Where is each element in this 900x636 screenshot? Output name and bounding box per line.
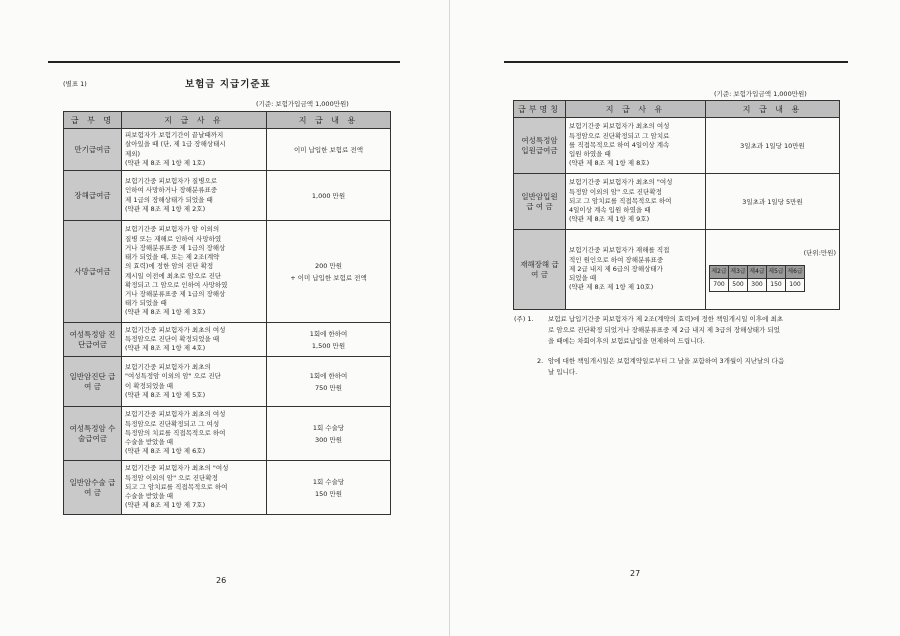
grade-cell: 제4급 [748,266,767,279]
reason-line: 되고 그 암치료를 직접목적으로 하여 [569,196,672,205]
benefit-name: 여성특정암 입원급여금 [514,118,566,174]
table-row [64,357,391,407]
reason-line: 4일이상 계속 입원 하였을 때 [569,206,651,215]
reason-line: 피보험자가 보험기간이 끝날때까지 [125,131,224,140]
table-row [64,461,391,515]
benefit-table [513,100,840,310]
payment-reason [122,461,267,515]
reason-line: (약관 제 8조 제 1항 제 3호) [125,308,206,317]
header-payment: 지 급 내 용 [267,112,391,129]
payment-reason [566,174,706,230]
reason-line: 질병 또는 재해로 인하여 사망하였 [125,234,222,243]
payment-reason [566,118,706,174]
note-line: 암에 대한 책임개시일은 보험계약일로부터 그 날을 포함하여 3개월이 지난날의 다음 [548,357,785,365]
amount-line: 이미 납입한 보험료 전액 [294,145,363,154]
payment-reason [122,357,267,407]
benefit-name: 사망급여금 [64,221,122,323]
benefit-name: 여성특정암 수술급여금 [64,407,122,461]
grade-cell: 제2급 [710,266,729,279]
note-line: 을 때에는 차회이후의 보험료납입을 면제하여 드립니다. [548,337,705,345]
table-row [64,171,391,221]
grade-amount-cell: 100 [786,279,805,292]
unit-label: (단위:만원) [803,249,836,257]
reason-line: 보험기간중 피보험자가 최초의 여성 [569,122,670,131]
right-page [450,0,900,636]
payment-amount [267,357,391,407]
reason-line: 계시일 이전에 최초로 암으로 진단 [125,271,222,280]
payment-amount [267,323,391,357]
reason-line: 수술을 받았을 때 [125,438,174,447]
payment-amount [706,118,840,174]
benefit-name: 여성특정암 진단급여금 [64,323,122,357]
reason-line: 제 1급의 장해상태가 되었을 때 [125,195,213,204]
basis-note: (기준: 보험가입금액 1,000만원) [256,100,349,108]
payment-reason [122,407,267,461]
reason-line: (약관 제 8조 제 1항 제 4호) [125,344,206,353]
payment-amount [706,174,840,230]
reason-line: 를 직접목적으로 하여 4일이상 계속 [569,140,670,149]
amount-line: 1회 수술당 [312,477,345,486]
reason-line: 특정암으로 진단확정되고 그 여성 [125,419,220,428]
page-number: 27 [630,569,641,578]
grade-table [709,265,805,292]
reason-line: 특정암으로 진단이 확정되었을 때 [125,334,220,343]
reason-line: 거나 장해분류표중 제 1급의 장해상 [125,243,226,252]
reason-line: 의 효력)에 정한 암의 진단 확정 [125,262,214,271]
amount-line: 750 만원 [314,383,343,392]
reason-line: 되고 그 암치료를 직접목적으로 하여 [125,482,228,491]
amount-line: 150 만원 [314,489,343,498]
reason-line: 확정되고 그 암으로 인하여 사망하였 [125,280,228,289]
reason-line: 보험기간중 피보험자가 최초의 "여성 [125,464,229,473]
reason-line: (약관 제 8조 제 1항 제 5호) [125,390,206,399]
grade-amount-cell: 700 [710,279,729,292]
benefit-name: 일반암진단 급 여 금 [64,357,122,407]
reason-line: (약관 제 8조 제 1항 제 7호) [125,501,206,510]
reason-line: 보험기간중 피보험자가 최초의 [125,363,211,372]
reason-line: 보험기간중 피보험자가 최초의 여성 [125,325,226,334]
payment-reason [122,129,267,171]
amount-line: 300 만원 [314,435,343,444]
grade-amount-row [710,279,805,292]
header-benefit-name: 급부명칭 [514,101,566,118]
amount-line: 1회에 한하여 [309,371,348,380]
table-header-row [64,112,391,129]
payment-amount [267,407,391,461]
payment-amount [267,129,391,171]
amount-line: + 이미 납입한 보험료 전액 [290,273,367,282]
amount-line: 200 만원 [314,261,343,270]
benefit-name: 장해급여금 [64,171,122,221]
table-row [64,221,391,323]
reason-line: 입원 하였을 때 [569,150,611,159]
reason-line: 보험기간중 피보험자가 암 이외의 [125,225,220,234]
payment-amount [267,171,391,221]
payment-amount [706,230,840,310]
note-body [548,314,783,347]
top-rule [48,61,400,63]
table-row [64,129,391,171]
note-body [548,356,784,378]
page-title: 보험금 지급기준표 [185,79,271,90]
note-label: (주) 1. [514,315,534,323]
benefit-name: 만기급여금 [64,129,122,171]
payment-amount [267,221,391,323]
reason-line: 인하여 사망하거나 장해분류표중 [125,186,218,195]
header-reason: 지 급 사 유 [122,112,267,129]
benefit-name: 재해장해 급 여 금 [514,230,566,310]
reason-line: "여성특정암 이외의 암" 으로 진단 [125,372,221,381]
benefit-name: 일반암수술 급 여 금 [64,461,122,515]
top-rule [504,61,848,63]
grade-amount-cell: 150 [767,279,786,292]
reason-line: (약관 제 8조 제 1항 제 8호) [569,159,650,168]
payment-reason [566,230,706,310]
header-payment: 지 급 내 용 [706,101,840,118]
amount-line: 1,500 만원 [311,341,346,350]
table-label: (별표 1) [63,80,87,88]
header-benefit-name: 급 부 명 [64,112,122,129]
reason-line: 보험기간중 피보험자가 최초의 "여성 [569,178,673,187]
reason-line: 보험기간중 피보험자가 재해를 직접 [569,246,670,255]
page-number: 26 [216,576,227,585]
reason-line: (약관 제 8조 제 1항 제 2호) [125,204,206,213]
note-label: 2. [537,357,544,365]
reason-line: 태가 되었을 때, 또는 제 2조(계약 [125,253,220,262]
reason-line: 거나 장해분류표중 제 1급의 장해상 [125,289,226,298]
reason-line: 보험기간중 피보험자가 질병으로 [125,177,218,186]
payment-reason [122,323,267,357]
benefit-table [63,111,391,515]
table-row [514,174,840,230]
reason-line: 특정암 이외의 암" 으로 진단확정 [125,473,218,482]
grade-row [710,266,805,279]
amount-line: 3일초과 1일당 10만원 [740,141,805,150]
note-line: 날 입니다. [548,368,578,376]
amount-line: 1회 수술당 [312,423,345,432]
reason-line: 특정암의 치료를 직접목적으로 하여 [125,428,226,437]
reason-line: 살아있을 때 (단, 제 1급 장해상태시 [125,140,226,149]
basis-note: (기준: 보험가입금액 1,000만원) [714,90,807,98]
reason-line: (약관 제 8조 제 1항 제 1호) [125,158,206,167]
grade-amount-cell: 500 [729,279,748,292]
table-row [514,230,840,310]
reason-line: 특정암으로 진단확정되고 그 암치료 [569,131,670,140]
payment-amount [267,461,391,515]
grade-cell: 제5급 [767,266,786,279]
amount-line: 3일초과 1일당 5만원 [742,197,803,206]
reason-line: 이 확정되었을 때 [125,381,174,390]
table-row [514,118,840,174]
table-header-row [514,101,840,118]
benefit-name: 일반암입원 급 여 금 [514,174,566,230]
reason-line: 적인 원인으로 하여 장해분류표중 [569,255,664,264]
reason-line: 되었을 때 [569,274,597,283]
reason-line: (약관 제 8조 제 1항 제 6호) [125,447,206,456]
payment-reason [122,221,267,323]
header-reason: 지 급 사 유 [566,101,706,118]
table-row [64,407,391,461]
reason-line: 보험기간중 피보험자가 최초의 여성 [125,410,226,419]
reason-line: 제 2급 내지 제 6급의 장해상태가 [569,264,663,273]
reason-line: (약관 제 8조 제 1항 제 9호) [569,215,650,224]
reason-line: 특정암 이외의 암" 으로 진단확정 [569,187,662,196]
payment-reason [122,171,267,221]
grade-cell: 제3급 [729,266,748,279]
reason-line: 수술을 받았을 때 [125,492,174,501]
table-row [64,323,391,357]
reason-line: 제외) [125,149,141,158]
reason-line: (약관 제 8조 제 1항 제 10호) [569,283,654,292]
amount-line: 1회에 한하여 [309,329,348,338]
grade-amount-cell: 300 [748,279,767,292]
note-line: 보험료 납입기간중 피보험자가 제 2조(계약의 효력)에 정한 책임개시일 이후에 최초 [548,315,784,323]
reason-line: 태가 되었을 때 [125,299,167,308]
note-line: 로 암으로 진단확정 되었거나 장해분류표중 제 2급 내지 제 3급의 장해상태가 되었 [548,326,780,334]
grade-cell: 제6급 [786,266,805,279]
amount-line: 1,000 만원 [311,191,346,200]
